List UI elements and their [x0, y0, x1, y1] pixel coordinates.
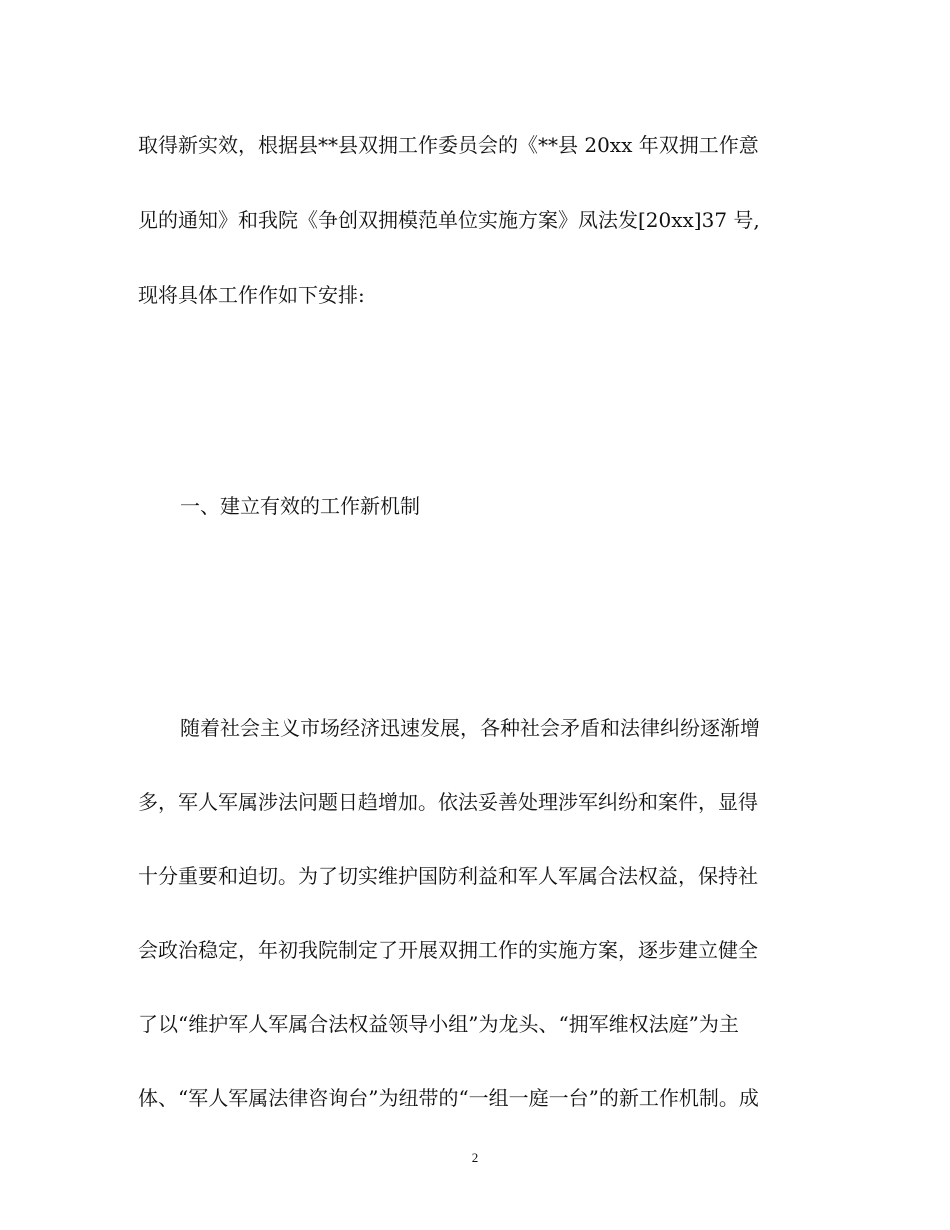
- paragraph-2-line-2: 多，军人军属涉法问题日趋增加。依法妥善处理涉军纠纷和案件，显得: [138, 790, 758, 814]
- paragraph-2-line-5: 了以“维护军人军属合法权益领导小组”为龙头、“拥军维权法庭”为主: [138, 1012, 739, 1036]
- paragraph-1-line-2: 见的通知》和我院《争创双拥模范单位实施方案》凤法发[20xx]37 号,: [138, 208, 760, 232]
- section-heading: 一、建立有效的工作新机制: [180, 494, 420, 518]
- paragraph-2-line-1: 随着社会主义市场经济迅速发展，各种社会矛盾和法律纠纷逐渐增: [180, 716, 760, 740]
- paragraph-2-line-4: 会政治稳定，年初我院制定了开展双拥工作的实施方案，逐步建立健全: [138, 938, 758, 962]
- paragraph-2-line-3: 十分重要和迫切。为了切实维护国防利益和军人军属合法权益，保持社: [138, 864, 758, 888]
- paragraph-1-line-1: 取得新实效，根据县**县双拥工作委员会的《**县 20xx 年双拥工作意: [138, 133, 759, 157]
- page-number: 2: [471, 1150, 479, 1165]
- paragraph-1-line-3: 现将具体工作作如下安排:: [138, 283, 365, 307]
- paragraph-2-line-6: 体、“军人军属法律咨询台”为纽带的“一组一庭一台”的新工作机制。成: [138, 1086, 759, 1110]
